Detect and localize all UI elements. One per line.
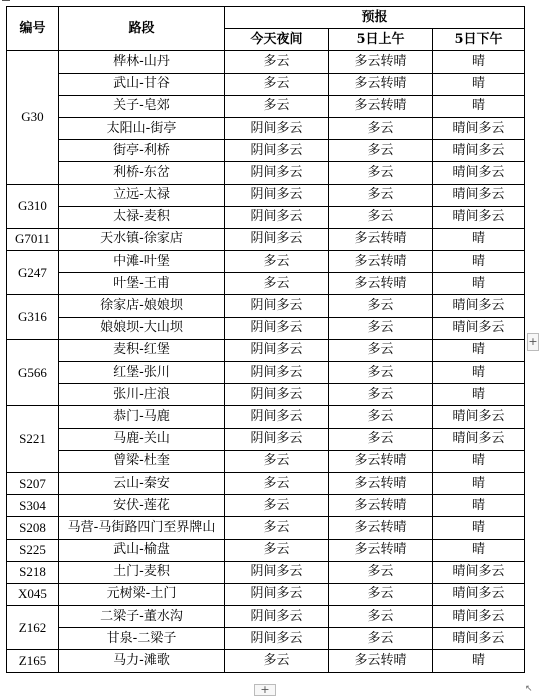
tonight-forecast-cell: 阴间多云 (225, 140, 329, 162)
road-segment-cell: 马营-马街路四门至界牌山 (59, 517, 225, 539)
afternoon-forecast-cell: 晴间多云 (433, 162, 525, 184)
morning-forecast-cell: 多云转晴 (329, 472, 433, 494)
table-row (7, 406, 525, 428)
table-row (7, 650, 525, 672)
afternoon-forecast-cell: 晴 (433, 495, 525, 517)
tonight-forecast-cell: 多云 (225, 450, 329, 472)
afternoon-forecast-cell: 晴间多云 (433, 295, 525, 317)
road-segment-cell: 恭门-马鹿 (59, 406, 225, 428)
tonight-forecast-cell: 阴间多云 (225, 628, 329, 650)
table-row (7, 495, 525, 517)
tonight-forecast-cell: 多云 (225, 251, 329, 273)
road-segment-cell: 中滩-叶堡 (59, 251, 225, 273)
tonight-forecast-cell: 多云 (225, 273, 329, 295)
road-segment-cell: 元树梁-土门 (59, 583, 225, 605)
road-segment-cell: 安伏-莲花 (59, 495, 225, 517)
road-segment-cell: 二梁子-董水沟 (59, 606, 225, 628)
road-segment-cell: 武山-榆盘 (59, 539, 225, 561)
route-code-cell: Z162 (7, 606, 59, 650)
afternoon-forecast-cell: 晴间多云 (433, 428, 525, 450)
route-code-cell: S218 (7, 561, 59, 583)
afternoon-forecast-cell: 晴 (433, 73, 525, 95)
resize-grip-icon[interactable]: ↖ (525, 684, 533, 694)
table-row (7, 317, 525, 339)
road-segment-cell: 太禄-麦积 (59, 206, 225, 228)
morning-forecast-cell: 多云转晴 (329, 450, 433, 472)
tonight-forecast-cell: 多云 (225, 51, 329, 73)
route-code-cell: G316 (7, 295, 59, 339)
morning-forecast-cell: 多云 (329, 317, 433, 339)
add-column-plus-icon[interactable]: + (527, 333, 539, 351)
header-row-1 (7, 7, 525, 29)
tonight-forecast-cell: 多云 (225, 650, 329, 672)
road-segment-cell: 云山-秦安 (59, 472, 225, 494)
afternoon-forecast-cell: 晴间多云 (433, 140, 525, 162)
afternoon-forecast-cell: 晴间多云 (433, 606, 525, 628)
tonight-forecast-cell: 阴间多云 (225, 362, 329, 384)
table-row (7, 51, 525, 73)
table-row (7, 606, 525, 628)
road-segment-cell: 利桥-东岔 (59, 162, 225, 184)
morning-forecast-cell: 多云转晴 (329, 51, 433, 73)
road-segment-cell: 太阳山-街亭 (59, 117, 225, 139)
morning-forecast-cell: 多云 (329, 162, 433, 184)
morning-forecast-cell: 多云 (329, 295, 433, 317)
road-segment-cell: 甘泉-二梁子 (59, 628, 225, 650)
afternoon-forecast-cell: 晴间多云 (433, 406, 525, 428)
morning-forecast-cell: 多云 (329, 606, 433, 628)
table-row (7, 561, 525, 583)
route-code-cell: S207 (7, 472, 59, 494)
table-row (7, 251, 525, 273)
road-segment-cell: 天水镇-徐家店 (59, 228, 225, 250)
morning-forecast-cell: 多云转晴 (329, 539, 433, 561)
morning-forecast-cell: 多云 (329, 628, 433, 650)
add-row-plus-icon[interactable]: + (254, 684, 276, 696)
table-move-handle[interactable] (2, 0, 10, 3)
table-row (7, 384, 525, 406)
tonight-forecast-cell: 阴间多云 (225, 406, 329, 428)
tonight-forecast-cell: 多云 (225, 472, 329, 494)
road-segment-cell: 麦积-红堡 (59, 339, 225, 361)
tonight-forecast-cell: 多云 (225, 73, 329, 95)
afternoon-forecast-cell: 晴 (433, 450, 525, 472)
afternoon-forecast-cell: 晴 (433, 51, 525, 73)
route-code-cell: S304 (7, 495, 59, 517)
table-row (7, 295, 525, 317)
tonight-forecast-cell: 阴间多云 (225, 295, 329, 317)
route-code-cell: X045 (7, 583, 59, 605)
header-forecast: 预报 (225, 7, 525, 29)
morning-forecast-cell: 多云 (329, 384, 433, 406)
table-row (7, 162, 525, 184)
route-code-cell: G7011 (7, 228, 59, 250)
table-row (7, 206, 525, 228)
tonight-forecast-cell: 阴间多云 (225, 317, 329, 339)
forecast-table (6, 6, 525, 673)
table-row (7, 273, 525, 295)
afternoon-forecast-cell: 晴 (433, 95, 525, 117)
table-body (7, 51, 525, 672)
table-row (7, 628, 525, 650)
table-row (7, 117, 525, 139)
afternoon-forecast-cell: 晴间多云 (433, 628, 525, 650)
road-segment-cell: 徐家店-娘娘坝 (59, 295, 225, 317)
table-row (7, 539, 525, 561)
afternoon-forecast-cell: 晴 (433, 362, 525, 384)
table-row (7, 362, 525, 384)
road-segment-cell: 张川-庄浪 (59, 384, 225, 406)
table-row (7, 450, 525, 472)
morning-forecast-cell: 多云 (329, 561, 433, 583)
header-morning: 5日上午 (329, 29, 433, 51)
header-tonight: 今天夜间 (225, 29, 329, 51)
morning-forecast-cell: 多云转晴 (329, 517, 433, 539)
morning-forecast-cell: 多云转晴 (329, 273, 433, 295)
road-segment-cell: 关子-皂郊 (59, 95, 225, 117)
route-code-cell: S208 (7, 517, 59, 539)
header-code: 编号 (7, 7, 59, 51)
road-segment-cell: 桦林-山丹 (59, 51, 225, 73)
route-code-cell: S221 (7, 406, 59, 473)
tonight-forecast-cell: 多云 (225, 495, 329, 517)
morning-forecast-cell: 多云 (329, 583, 433, 605)
afternoon-forecast-cell: 晴 (433, 472, 525, 494)
afternoon-forecast-cell: 晴 (433, 650, 525, 672)
afternoon-forecast-cell: 晴间多云 (433, 206, 525, 228)
tonight-forecast-cell: 多云 (225, 539, 329, 561)
afternoon-forecast-cell: 晴 (433, 384, 525, 406)
morning-forecast-cell: 多云 (329, 428, 433, 450)
header-afternoon: 5日下午 (433, 29, 525, 51)
table-row (7, 583, 525, 605)
tonight-forecast-cell: 多云 (225, 95, 329, 117)
road-segment-cell: 立远-太禄 (59, 184, 225, 206)
route-code-cell: G30 (7, 51, 59, 184)
morning-forecast-cell: 多云 (329, 362, 433, 384)
morning-forecast-cell: 多云 (329, 117, 433, 139)
morning-forecast-cell: 多云转晴 (329, 228, 433, 250)
afternoon-forecast-cell: 晴间多云 (433, 561, 525, 583)
afternoon-forecast-cell: 晴 (433, 251, 525, 273)
morning-forecast-cell: 多云 (329, 206, 433, 228)
header-road: 路段 (59, 7, 225, 51)
tonight-forecast-cell: 多云 (225, 517, 329, 539)
afternoon-forecast-cell: 晴间多云 (433, 317, 525, 339)
route-code-cell: G247 (7, 251, 59, 295)
afternoon-forecast-cell: 晴间多云 (433, 117, 525, 139)
route-code-cell: G566 (7, 339, 59, 406)
morning-forecast-cell: 多云 (329, 339, 433, 361)
afternoon-forecast-cell: 晴 (433, 273, 525, 295)
tonight-forecast-cell: 阴间多云 (225, 583, 329, 605)
table-row (7, 140, 525, 162)
table-row (7, 184, 525, 206)
table-row (7, 517, 525, 539)
tonight-forecast-cell: 阴间多云 (225, 606, 329, 628)
tonight-forecast-cell: 阴间多云 (225, 428, 329, 450)
table-row (7, 228, 525, 250)
road-segment-cell: 红堡-张川 (59, 362, 225, 384)
morning-forecast-cell: 多云转晴 (329, 73, 433, 95)
tonight-forecast-cell: 阴间多云 (225, 339, 329, 361)
road-segment-cell: 土门-麦积 (59, 561, 225, 583)
morning-forecast-cell: 多云转晴 (329, 495, 433, 517)
morning-forecast-cell: 多云 (329, 184, 433, 206)
table-row (7, 95, 525, 117)
route-code-cell: S225 (7, 539, 59, 561)
tonight-forecast-cell: 阴间多云 (225, 561, 329, 583)
tonight-forecast-cell: 阴间多云 (225, 384, 329, 406)
road-segment-cell: 街亭-利桥 (59, 140, 225, 162)
road-segment-cell: 马鹿-关山 (59, 428, 225, 450)
route-code-cell: Z165 (7, 650, 59, 672)
afternoon-forecast-cell: 晴 (433, 539, 525, 561)
morning-forecast-cell: 多云转晴 (329, 251, 433, 273)
morning-forecast-cell: 多云转晴 (329, 650, 433, 672)
road-segment-cell: 叶堡-王甫 (59, 273, 225, 295)
tonight-forecast-cell: 阴间多云 (225, 162, 329, 184)
afternoon-forecast-cell: 晴 (433, 228, 525, 250)
table-row (7, 472, 525, 494)
tonight-forecast-cell: 阴间多云 (225, 228, 329, 250)
road-segment-cell: 娘娘坝-大山坝 (59, 317, 225, 339)
afternoon-forecast-cell: 晴 (433, 339, 525, 361)
table-row (7, 339, 525, 361)
afternoon-forecast-cell: 晴间多云 (433, 184, 525, 206)
afternoon-forecast-cell: 晴间多云 (433, 583, 525, 605)
afternoon-forecast-cell: 晴 (433, 517, 525, 539)
morning-forecast-cell: 多云 (329, 140, 433, 162)
table-row (7, 73, 525, 95)
morning-forecast-cell: 多云 (329, 406, 433, 428)
road-segment-cell: 马力-滩歌 (59, 650, 225, 672)
road-segment-cell: 曾梁-杜奎 (59, 450, 225, 472)
tonight-forecast-cell: 阴间多云 (225, 184, 329, 206)
tonight-forecast-cell: 阴间多云 (225, 117, 329, 139)
road-segment-cell: 武山-甘谷 (59, 73, 225, 95)
morning-forecast-cell: 多云转晴 (329, 95, 433, 117)
table-row (7, 428, 525, 450)
tonight-forecast-cell: 阴间多云 (225, 206, 329, 228)
route-code-cell: G310 (7, 184, 59, 228)
